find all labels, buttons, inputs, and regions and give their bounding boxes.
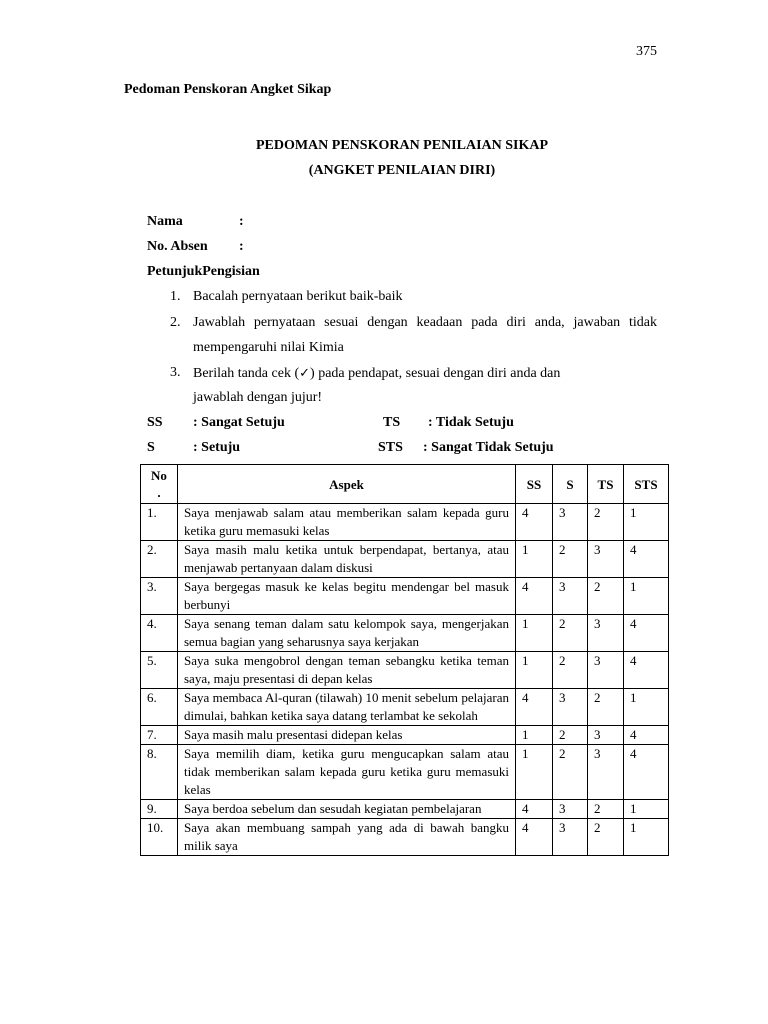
table-row [141,689,669,726]
row-number: 2. [141,541,178,578]
row-score-s: 2 [553,652,588,689]
row-score-ss: 1 [516,615,553,652]
row-score-ts: 2 [588,800,624,819]
row-score-ss: 1 [516,726,553,745]
row-score-s: 3 [553,578,588,615]
row-score-sts: 4 [624,615,669,652]
row-score-ts: 3 [588,726,624,745]
row-score-s: 2 [553,541,588,578]
row-score-sts: 1 [624,800,669,819]
row-number: 8. [141,745,178,800]
row-score-s: 2 [553,745,588,800]
section-heading: Pedoman Penskoran Angket Sikap [124,82,332,97]
row-score-sts: 4 [624,541,669,578]
instruction-2-text: Jawablah pernyataan sesuai dengan keadaan pada diri anda, jawaban tidak [193,315,657,330]
row-score-sts: 1 [624,504,669,541]
row-score-s: 2 [553,615,588,652]
document-title: PEDOMAN PENSKORAN PENILAIAN SIKAP [255,138,549,153]
table-row [141,819,669,856]
header-aspek: Aspek [178,465,516,504]
header-no-dot: . [157,485,161,500]
instruction-2-number: 2. [170,315,181,330]
row-score-s: 3 [553,689,588,726]
header-ss: SS [516,465,553,504]
legend-s-code: S [147,440,155,455]
row-score-sts: 1 [624,689,669,726]
row-score-ts: 3 [588,745,624,800]
nama-colon: : [239,214,244,229]
header-no [141,465,178,504]
instruction-3-text-cont: jawablah dengan jujur! [193,390,323,405]
row-score-ts: 3 [588,541,624,578]
row-aspek: Saya senang teman dalam satu kelompok saya, mengerjakan semua bagian yang seharusnya saya kerjakan [178,615,516,652]
attitude-scoring-table [140,464,669,856]
row-score-ss: 4 [516,578,553,615]
row-score-ts: 2 [588,689,624,726]
instruction-1-text: Bacalah pernyataan berikut baik-baik [193,289,403,304]
row-aspek: Saya akan membuang sampah yang ada di bawah bangku milik saya [178,819,516,856]
table-row [141,745,669,800]
row-score-ts: 3 [588,615,624,652]
table-row [141,800,669,819]
instruction-1-number: 1. [170,289,181,304]
row-aspek: Saya membaca Al-quran (tilawah) 10 menit sebelum pelajaran dimulai, bahkan ketika saya datang terlambat ke sekolah [178,689,516,726]
document-subtitle: (ANGKET PENILAIAN DIRI) [308,163,496,178]
row-aspek: Saya berdoa sebelum dan sesudah kegiatan pembelajaran [178,800,516,819]
legend-s-text: : Setuju [193,440,241,455]
row-number: 4. [141,615,178,652]
row-number: 10. [141,819,178,856]
row-score-sts: 1 [624,578,669,615]
petunjuk-label: PetunjukPengisian [147,264,260,279]
row-score-s: 3 [553,819,588,856]
header-no-text: No [151,468,167,483]
table-row [141,541,669,578]
legend-ss-code: SS [147,415,163,430]
legend-ts-text: : Tidak Setuju [428,415,514,430]
row-score-ss: 4 [516,819,553,856]
table-header-row [141,465,669,504]
table-row [141,652,669,689]
row-aspek: Saya menjawab salam atau memberikan salam kepada guru ketika guru memasuki kelas [178,504,516,541]
instruction-3-text-a: Berilah tanda cek ( [193,366,300,381]
row-score-sts: 4 [624,652,669,689]
row-score-ss: 4 [516,504,553,541]
table-row [141,726,669,745]
table-row [141,578,669,615]
row-score-ts: 3 [588,652,624,689]
header-ts: TS [588,465,624,504]
row-number: 6. [141,689,178,726]
row-aspek: Saya masih malu ketika untuk berpendapat, bertanya, atau menjawab pertanyaan dalam diskusi [178,541,516,578]
row-score-ss: 1 [516,652,553,689]
row-aspek: Saya bergegas masuk ke kelas begitu mendengar bel masuk berbunyi [178,578,516,615]
row-number: 1. [141,504,178,541]
row-aspek: Saya masih malu presentasi didepan kelas [178,726,516,745]
row-number: 7. [141,726,178,745]
table-row [141,504,669,541]
row-score-ss: 1 [516,745,553,800]
row-score-s: 3 [553,800,588,819]
table-row [141,615,669,652]
row-number: 3. [141,578,178,615]
row-score-s: 2 [553,726,588,745]
legend-ts-code: TS [383,415,401,430]
row-score-ts: 2 [588,819,624,856]
legend-sts-code: STS [378,440,403,455]
row-score-ts: 2 [588,504,624,541]
row-score-s: 3 [553,504,588,541]
instruction-3-text [193,365,560,382]
row-score-ss: 1 [516,541,553,578]
row-score-sts: 4 [624,726,669,745]
row-number: 9. [141,800,178,819]
row-aspek: Saya suka mengobrol dengan teman sebangku ketika teman saya, maju presentasi di depan kelas [178,652,516,689]
row-score-ss: 4 [516,689,553,726]
row-score-sts: 1 [624,819,669,856]
row-number: 5. [141,652,178,689]
checkmark-icon: ✓ [299,365,311,380]
row-score-ss: 4 [516,800,553,819]
row-score-sts: 4 [624,745,669,800]
instruction-3-number: 3. [170,365,181,380]
row-score-ts: 2 [588,578,624,615]
instruction-2-text-cont: mempengaruhi nilai Kimia [193,340,344,355]
header-sts: STS [624,465,669,504]
instruction-3-text-b: ) pada pendapat, sesuai dengan diri anda dan [310,366,561,381]
absen-colon: : [239,239,244,254]
row-aspek: Saya memilih diam, ketika guru mengucapkan salam atau tidak memberikan salam kepada guru ketika guru memasuki kelas [178,745,516,800]
header-s: S [553,465,588,504]
legend-ss-text: : Sangat Setuju [193,415,285,430]
legend-sts-text: : Sangat Tidak Setuju [423,440,554,455]
page-number: 375 [636,44,657,59]
nama-label: Nama [147,214,183,229]
absen-label: No. Absen [147,239,208,254]
